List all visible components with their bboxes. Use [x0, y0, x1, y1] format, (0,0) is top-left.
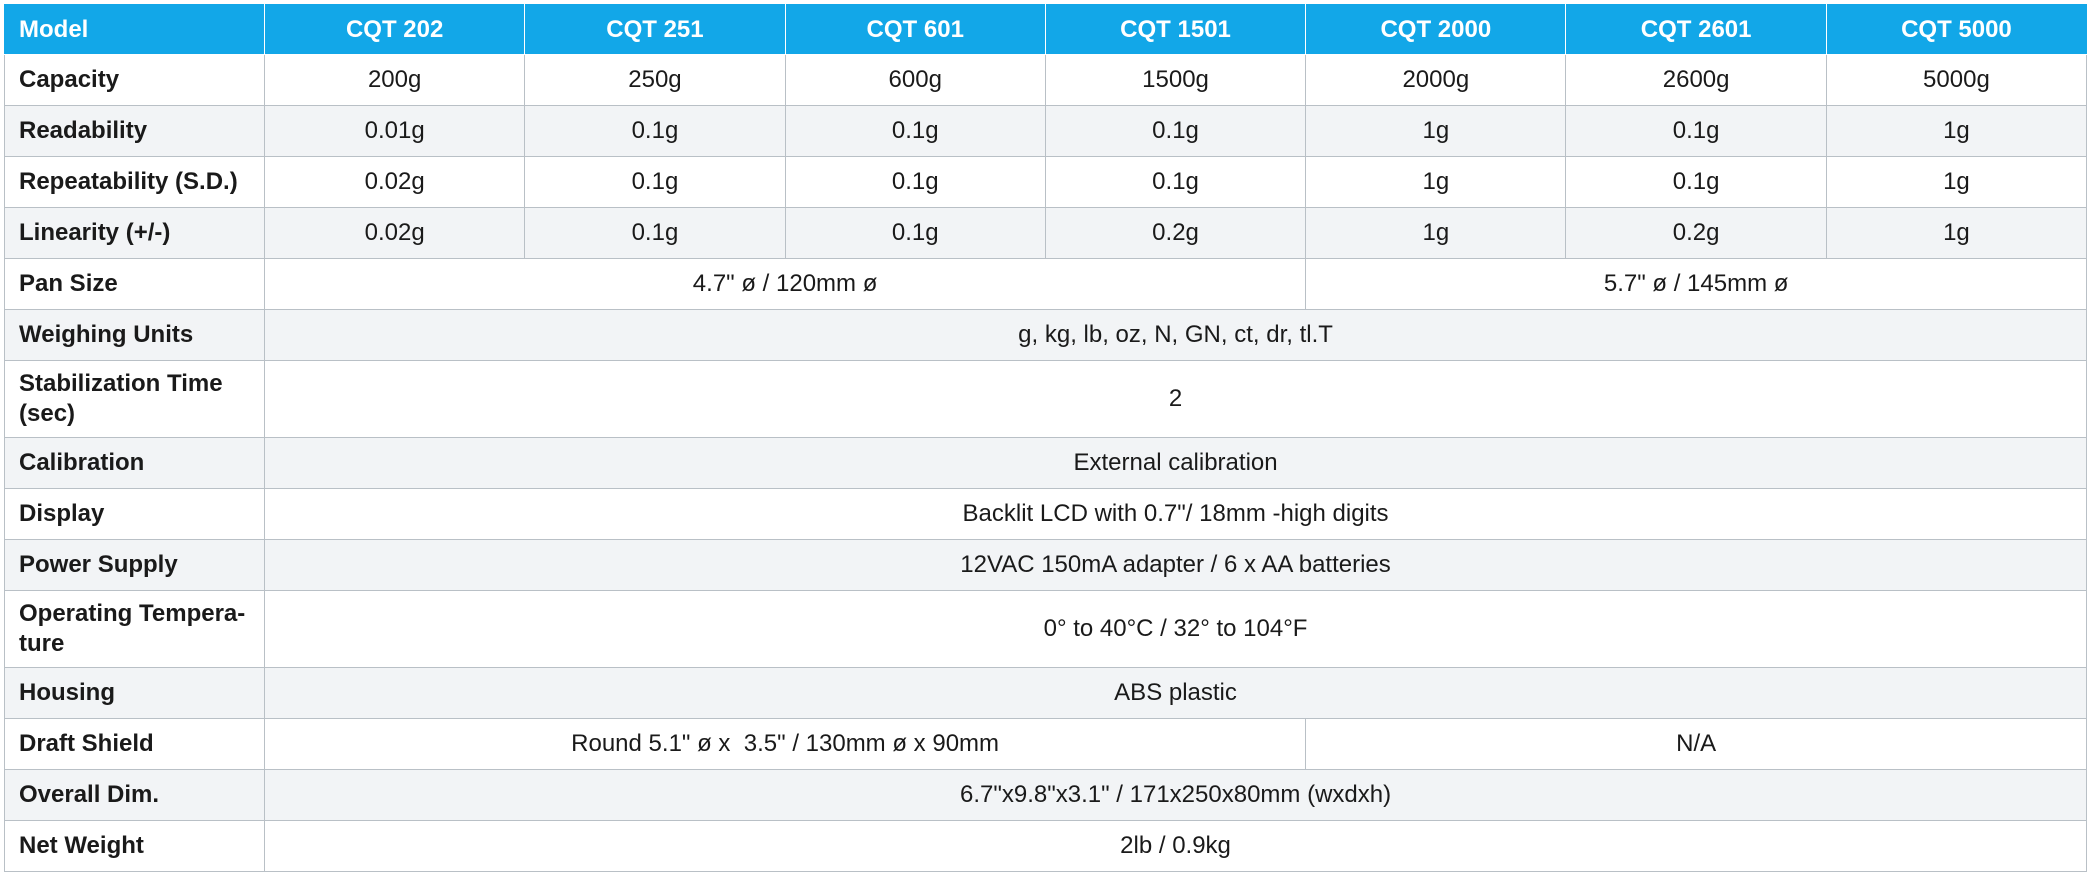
row-display [5, 489, 2087, 540]
table-cell: 250g [525, 55, 785, 106]
row-overall-dimensions [5, 770, 2087, 821]
table-cell: 0.1g [1566, 157, 1826, 208]
row-label: Weighing Units [5, 310, 265, 361]
table-cell: 0.02g [265, 157, 525, 208]
row-readability [5, 106, 2087, 157]
row-label-line: ture [19, 630, 65, 657]
table-cell: 0.2g [1045, 208, 1305, 259]
table-cell: 0.1g [785, 106, 1045, 157]
table-cell: 0.1g [525, 106, 785, 157]
table-cell: 1g [1826, 157, 2086, 208]
table-cell: ABS plastic [265, 668, 2087, 719]
table-cell: 1g [1826, 106, 2086, 157]
table-cell: 12VAC 150mA adapter / 6 x AA batteries [265, 540, 2087, 591]
row-housing [5, 668, 2087, 719]
header-model-cqt-2000: CQT 2000 [1306, 5, 1566, 55]
row-label-line: Operating Tempera- [19, 600, 246, 627]
row-power-supply [5, 540, 2087, 591]
row-weighing-units [5, 310, 2087, 361]
header-model-label: Model [5, 5, 265, 55]
table-cell: 2lb / 0.9kg [265, 821, 2087, 872]
table-cell: 1g [1306, 157, 1566, 208]
table-cell: 1500g [1045, 55, 1305, 106]
table-cell: 1g [1306, 208, 1566, 259]
header-row [5, 5, 2087, 55]
row-label [5, 361, 265, 438]
table-cell: 0° to 40°C / 32° to 104°F [265, 591, 2087, 668]
row-pan-size [5, 259, 2087, 310]
table-cell: 0.1g [1045, 106, 1305, 157]
table-cell: 2000g [1306, 55, 1566, 106]
row-linearity [5, 208, 2087, 259]
table-cell: 0.1g [1566, 106, 1826, 157]
row-stabilization-time [5, 361, 2087, 438]
table-cell: Backlit LCD with 0.7"/ 18mm -high digits [265, 489, 2087, 540]
header-model-cqt-5000: CQT 5000 [1826, 5, 2086, 55]
row-net-weight [5, 821, 2087, 872]
row-operating-temperature [5, 591, 2087, 668]
table-cell: 0.1g [785, 208, 1045, 259]
table-cell: 2 [265, 361, 2087, 438]
table-cell: 0.1g [785, 157, 1045, 208]
header-model-cqt-202: CQT 202 [265, 5, 525, 55]
table-cell: 2600g [1566, 55, 1826, 106]
header-model-cqt-601: CQT 601 [785, 5, 1045, 55]
row-label-line: Stabilization Time [19, 370, 223, 397]
table-cell: 0.01g [265, 106, 525, 157]
row-label: Draft Shield [5, 719, 265, 770]
table-cell: 4.7" ø / 120mm ø [265, 259, 1306, 310]
row-label: Display [5, 489, 265, 540]
header-model-cqt-251: CQT 251 [525, 5, 785, 55]
table-cell: 0.1g [525, 208, 785, 259]
table-cell: Round 5.1" ø x 3.5" / 130mm ø x 90mm [265, 719, 1306, 770]
header-model-cqt-2601: CQT 2601 [1566, 5, 1826, 55]
header-model-cqt-1501: CQT 1501 [1045, 5, 1305, 55]
row-capacity [5, 55, 2087, 106]
table-cell: N/A [1306, 719, 2087, 770]
table-cell: 6.7"x9.8"x3.1" / 171x250x80mm (wxdxh) [265, 770, 2087, 821]
row-label: Readability [5, 106, 265, 157]
table-cell: 0.1g [525, 157, 785, 208]
table-cell: 600g [785, 55, 1045, 106]
specifications-table [4, 4, 2087, 872]
row-calibration [5, 438, 2087, 489]
row-repeatability [5, 157, 2087, 208]
row-label: Net Weight [5, 821, 265, 872]
row-label: Housing [5, 668, 265, 719]
row-label: Pan Size [5, 259, 265, 310]
row-label: Power Supply [5, 540, 265, 591]
table-cell: 0.2g [1566, 208, 1826, 259]
table-cell: 1g [1306, 106, 1566, 157]
row-label: Capacity [5, 55, 265, 106]
table-cell: 200g [265, 55, 525, 106]
table-cell: External calibration [265, 438, 2087, 489]
table-cell: g, kg, lb, oz, N, GN, ct, dr, tl.T [265, 310, 2087, 361]
row-label: Overall Dim. [5, 770, 265, 821]
table-cell: 1g [1826, 208, 2086, 259]
row-label: Repeatability (S.D.) [5, 157, 265, 208]
table-cell: 5000g [1826, 55, 2086, 106]
row-label [5, 591, 265, 668]
row-label-line: (sec) [19, 400, 76, 427]
row-label: Linearity (+/-) [5, 208, 265, 259]
row-draft-shield [5, 719, 2087, 770]
row-label: Calibration [5, 438, 265, 489]
table-cell: 5.7" ø / 145mm ø [1306, 259, 2087, 310]
table-cell: 0.1g [1045, 157, 1305, 208]
table-cell: 0.02g [265, 208, 525, 259]
